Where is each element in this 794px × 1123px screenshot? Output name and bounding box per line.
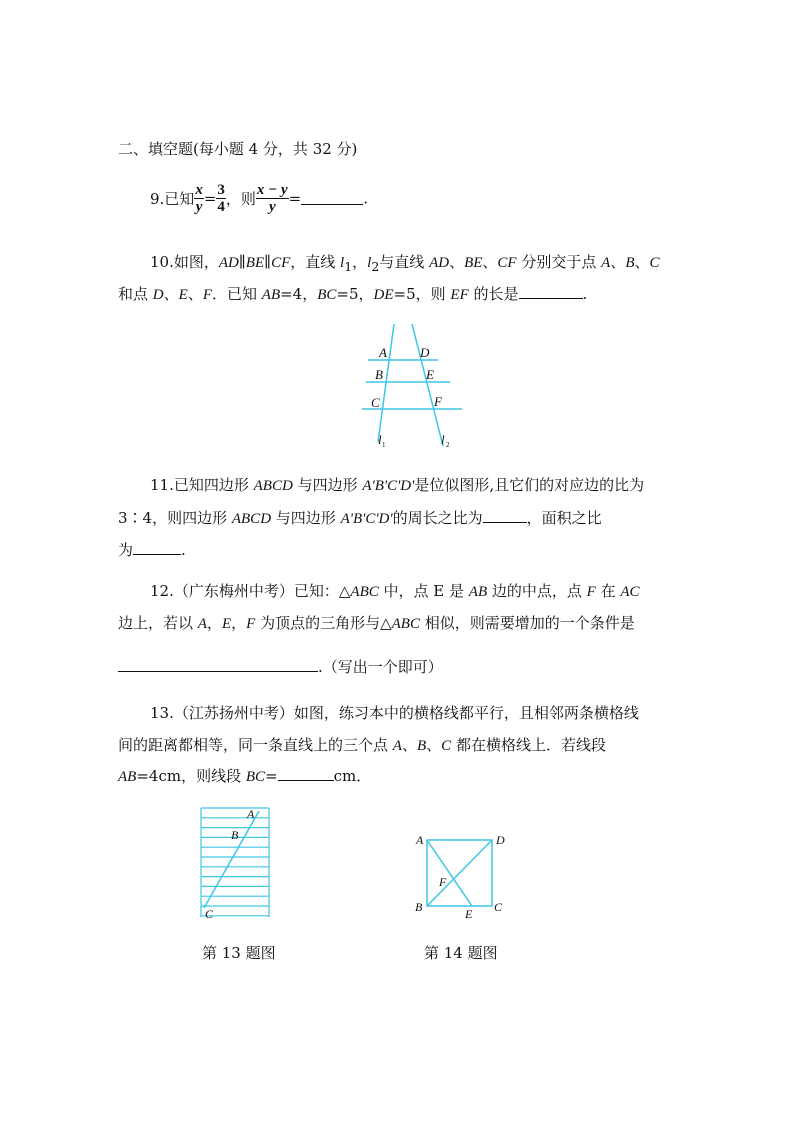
q9-fraction-x-minus-y-over-y: $\frac{x - y}{y}$ <box>256 182 288 215</box>
label-l2-subscript: 2 <box>446 441 450 449</box>
label-d: D <box>496 833 505 847</box>
q13-text: 间的距离都相等，同一条直线上的三个点 <box>118 736 393 754</box>
label-a: A <box>416 833 424 847</box>
label-e: E <box>465 907 473 921</box>
q13-text: cm． <box>333 767 372 785</box>
q10-var: AD <box>429 255 450 271</box>
q10-text: =5，则 <box>393 285 451 303</box>
label-c: C <box>205 907 214 921</box>
q10-parallel-sign: ∥ <box>238 253 246 271</box>
q11-text: 3∶4，则四边形 <box>118 509 232 527</box>
q10-text: =4， <box>280 285 318 303</box>
label-l1-subscript: 1 <box>382 441 386 449</box>
q10-subscript: 2 <box>371 259 380 274</box>
q13-text: 都在横格线上．若线段 <box>451 736 606 754</box>
q12-text: ， <box>231 614 247 632</box>
q10-var: l <box>340 255 345 271</box>
label-c: C <box>494 900 503 914</box>
q10-var: CF <box>271 255 291 271</box>
q12-text: 边的中点，点 <box>487 582 587 600</box>
figure-14-caption: 第 14 题图 <box>424 944 498 962</box>
label-a: A <box>379 345 387 360</box>
q11-text: 为 <box>118 541 134 559</box>
q10-var: EF <box>450 287 469 303</box>
q12-text: 相似，则需要增加的一个条件是 <box>419 614 635 632</box>
label-c: C <box>371 395 380 410</box>
line-l2 <box>412 324 443 446</box>
q11-text: 的周长之比为 <box>392 509 483 527</box>
q11-area-blank[interactable] <box>133 542 181 555</box>
q9-equals: = <box>203 189 217 208</box>
line-l1 <box>378 324 394 442</box>
q10-parallel-sign: ∥ <box>264 253 272 271</box>
label-b: B <box>231 828 239 842</box>
question-10-line-1 <box>150 251 660 274</box>
q9-prefix: 9.已知 <box>150 190 195 208</box>
label-b: B <box>375 367 383 382</box>
q10-var: DE <box>373 287 394 303</box>
q9-fraction-3-over-4: $\frac{3}{4}$ <box>217 182 225 215</box>
q12-text: 为顶点的三角形与△ <box>255 614 392 632</box>
question-11-line-2 <box>118 507 602 528</box>
q10-text: 、 <box>634 253 650 271</box>
q10-var: E <box>178 287 188 303</box>
q12-var: F <box>586 584 596 600</box>
q10-var: BE <box>464 255 483 271</box>
q10-var: BC <box>317 287 337 303</box>
q11-text: 是位似图形,且它们的对应边的比为 <box>414 476 645 494</box>
section-header: 二、填空题(每小题 4 分，共 32 分) <box>118 140 358 158</box>
q11-var: A'B'C'D' <box>340 511 393 527</box>
q10-text: ， <box>352 253 368 271</box>
figure-13-caption: 第 13 题图 <box>202 944 276 962</box>
label-f: F <box>439 875 447 889</box>
q10-subscript: 1 <box>344 259 353 274</box>
q13-text: = <box>265 767 278 785</box>
q10-text: 、 <box>449 253 465 271</box>
question-11-line-1 <box>150 474 644 495</box>
q12-var: ABC <box>391 616 420 632</box>
q13-text: 、 <box>426 736 442 754</box>
q10-text: 、 <box>187 285 203 303</box>
q13-var: BC <box>245 769 266 785</box>
label-d: D <box>420 345 430 360</box>
question-12-line-2 <box>118 612 635 633</box>
q12-var: AC <box>620 584 640 600</box>
q13-text: 、 <box>401 736 417 754</box>
q12-text: 12.（广东梅州中考）已知：△ <box>150 582 351 600</box>
q12-text: ， <box>206 614 222 632</box>
label-e: E <box>426 367 434 382</box>
q10-text: 、 <box>482 253 498 271</box>
figure-14 <box>410 826 515 921</box>
question-13-line-3 <box>118 765 371 786</box>
q9-mid-text: ，则 <box>225 190 256 208</box>
q11-text: 与四边形 <box>271 509 341 527</box>
q10-var: B <box>625 255 635 271</box>
q13-var: B <box>416 738 427 754</box>
q12-text: 中，点 E 是 <box>378 582 469 600</box>
q10-text: 10.如图， <box>150 253 219 271</box>
q13-var: AB <box>118 769 137 785</box>
q11-end: . <box>181 541 186 559</box>
question-11-line-3 <box>118 539 186 560</box>
q12-var: A <box>197 616 207 632</box>
q10-answer-blank[interactable] <box>519 286 583 299</box>
question-13-line-2 <box>118 734 606 755</box>
q12-var: E <box>221 616 232 632</box>
q12-var: AB <box>468 584 488 600</box>
q10-var: F <box>202 287 212 303</box>
q12-text: .（写出一个即可） <box>318 658 443 676</box>
q13-var: C <box>441 738 452 754</box>
q9-fraction-x-over-y: $\frac{x}{y}$ <box>195 182 203 215</box>
q12-var: ABC <box>350 584 379 600</box>
q12-text: 边上，若以 <box>118 614 198 632</box>
q9-answer-blank[interactable] <box>301 192 363 205</box>
q10-text: 的长是 <box>468 285 519 303</box>
q13-text: =4cm，则线段 <box>136 767 246 785</box>
question-12-line-1 <box>150 580 640 601</box>
q11-text: 11.已知四边形 <box>150 476 254 494</box>
label-l2: l <box>441 432 445 447</box>
q10-var: A <box>601 255 611 271</box>
q11-var: ABCD <box>231 511 272 527</box>
q10-text: =5， <box>336 285 374 303</box>
q11-text: 与四边形 <box>292 476 363 494</box>
line-ae <box>427 840 472 906</box>
q12-var: F <box>246 616 256 632</box>
q10-text: 与直线 <box>379 253 430 271</box>
label-l1: l <box>378 432 382 447</box>
q10-var: CF <box>497 255 517 271</box>
q10-text: 和点 <box>118 285 153 303</box>
q10-end: . <box>582 285 588 303</box>
q12-text: 在 <box>595 582 621 600</box>
question-9 <box>150 182 368 215</box>
line-abc <box>204 811 259 908</box>
question-10-line-2 <box>118 283 587 304</box>
q10-text: 、 <box>610 253 626 271</box>
q9-equals-2: = <box>288 189 302 208</box>
q10-text: 、 <box>163 285 179 303</box>
label-a: A <box>247 807 255 821</box>
q11-var: A'B'C'D' <box>362 478 415 494</box>
figure-13 <box>195 804 280 922</box>
line-bd <box>427 840 492 906</box>
q10-text: 分别交于点 <box>516 253 602 271</box>
q10-var: AB <box>261 287 281 303</box>
q9-end: . <box>363 189 369 208</box>
q10-var: C <box>649 255 660 271</box>
figure-10 <box>350 318 480 458</box>
q10-text: ，直线 <box>290 253 341 271</box>
q11-var: ABCD <box>253 478 293 494</box>
q10-var: D <box>152 287 164 303</box>
q10-var: l <box>367 255 372 271</box>
q10-var: AD <box>218 255 239 271</box>
label-f: F <box>434 394 442 409</box>
q11-text: ，面积之比 <box>526 509 602 527</box>
q13-answer-blank[interactable] <box>278 768 334 781</box>
q12-answer-blank[interactable] <box>118 659 318 672</box>
q11-perimeter-blank[interactable] <box>483 510 527 523</box>
q10-var: BE <box>245 255 265 271</box>
question-13-line-1: 13.（江苏扬州中考）如图，练习本中的横格线都平行，且相邻两条横格线 <box>150 704 639 722</box>
question-12-line-3 <box>118 656 443 677</box>
label-b: B <box>415 900 423 914</box>
q13-var: A <box>392 738 402 754</box>
q10-text: ．已知 <box>212 285 262 303</box>
